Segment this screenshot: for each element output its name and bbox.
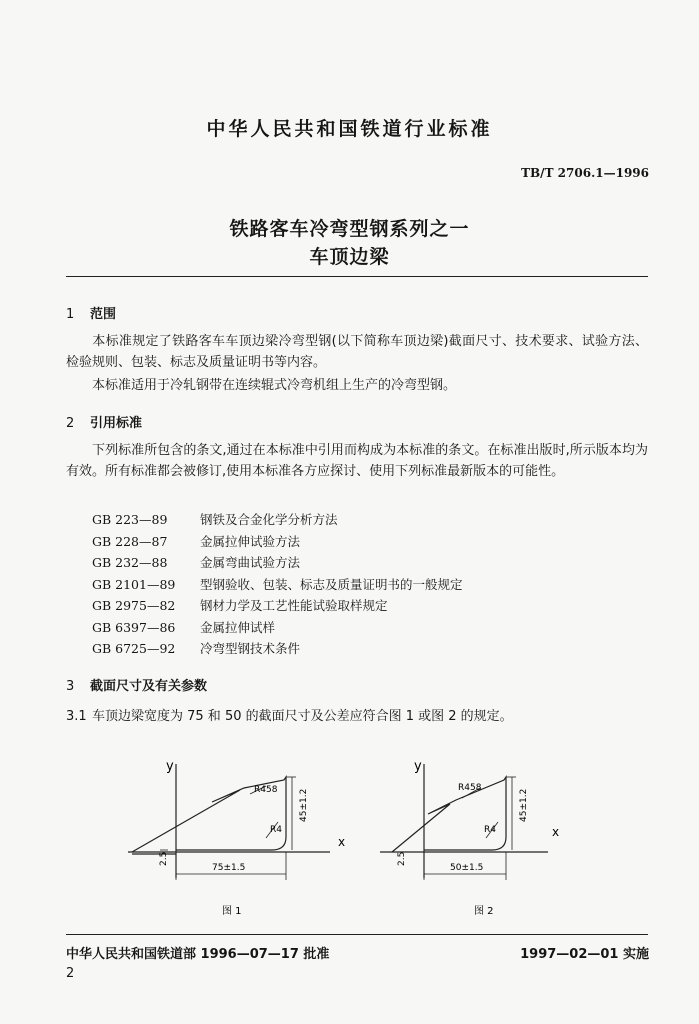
section-number: 2 [66, 416, 75, 431]
implementation-date: 1997—02—01 实施 [520, 947, 649, 962]
reference-code: GB 6725—92 [92, 641, 176, 656]
reference-code: GB 232—88 [92, 555, 168, 570]
thickness-dimension-label: 2.5 [159, 851, 169, 866]
section-title: 引用标准 [90, 416, 143, 431]
reference-code: GB 228—87 [92, 533, 168, 549]
profile-outline [392, 777, 506, 852]
clause-text: 车顶边梁宽度为 75 和 50 的截面尺寸及公差应符合图 1 或图 2 的规定。 [92, 709, 513, 724]
reference-item [92, 574, 463, 596]
reference-name: 金属弯曲试验方法 [200, 555, 301, 570]
section-2-heading [66, 412, 142, 431]
section-title: 范围 [90, 307, 117, 322]
reference-name: 金属拉伸试样 [200, 619, 276, 635]
document-title-line1: 铁路客车冷弯型钢系列之一 [229, 218, 470, 240]
section-3-heading [66, 675, 207, 694]
reference-item [92, 617, 463, 639]
width-dimension-label: 50±1.5 [450, 863, 484, 873]
reference-item [92, 552, 463, 574]
reference-code: GB 6397—86 [92, 619, 176, 635]
issuing-body-title: 中华人民共和国铁道行业标准 [206, 118, 493, 140]
normative-references-list [92, 509, 463, 660]
figure-2-cross-section [372, 752, 592, 922]
footer-divider [66, 934, 648, 935]
thickness-dimension-label: 2.5 [397, 851, 407, 866]
standard-number: TB/T 2706.1—1996 [521, 166, 649, 180]
figure-2-caption: 图 2 [474, 906, 494, 917]
reference-name: 冷弯型钢技术条件 [200, 641, 301, 656]
paragraph-text: 本标准规定了铁路客车车顶边梁冷弯型钢(以下简称车顶边梁)截面尺寸、技术要求、试验方法、检验规则、包装、标志及质量证明书等内容。 [66, 334, 648, 370]
small-radius-label: R4 [484, 825, 496, 835]
height-dimension-label: 45±1.2 [299, 788, 309, 822]
reference-code: GB 2101—89 [92, 576, 176, 592]
reference-item [92, 595, 463, 617]
clause-number: 3.1 [66, 709, 87, 724]
width-dimension-label: 75±1.5 [212, 863, 246, 873]
document-title-line2: 车顶边梁 [309, 246, 390, 268]
figure-1-cross-section [120, 752, 360, 922]
reference-item [92, 509, 463, 531]
section-number: 1 [66, 307, 75, 322]
x-axis-label: x [338, 835, 346, 849]
clause-3-1 [66, 705, 513, 724]
page-number: 2 [66, 966, 75, 981]
section-number: 3 [66, 679, 75, 694]
y-axis-label: y [166, 759, 174, 774]
small-radius-label: R4 [270, 825, 282, 835]
reference-item [92, 638, 463, 660]
title-divider [66, 276, 648, 277]
section-1-paragraph-1 [66, 331, 648, 373]
section-title: 截面尺寸及有关参数 [90, 679, 208, 694]
height-dimension-label: 45±1.2 [519, 788, 529, 822]
section-1-heading [66, 303, 116, 322]
large-radius-label: R458 [254, 785, 278, 795]
reference-name: 型钢验收、包装、标志及质量证明书的一般规定 [200, 576, 463, 592]
paragraph-text: 本标准适用于冷轧钢带在连续辊式冷弯机组上生产的冷弯型钢。 [92, 378, 457, 393]
reference-name: 金属拉伸试验方法 [200, 533, 301, 549]
figure-1-caption: 图 1 [222, 906, 242, 917]
reference-name: 钢材力学及工艺性能试验取样规定 [200, 598, 388, 613]
reference-code: GB 2975—82 [92, 598, 176, 613]
section-1-paragraph-2 [66, 375, 648, 396]
approval-line: 中华人民共和国铁道部 1996—07—17 批准 [66, 947, 330, 962]
paragraph-text: 下列标准所包含的条文,通过在本标准中引用而构成为本标准的条文。在标准出版时,所示版本均为有效。所有标准都会被修订,使用本标准各方应探讨、使用下列标准最新版本的可能性。 [66, 443, 648, 479]
y-axis-label: y [414, 759, 422, 774]
reference-name: 钢铁及合金化学分析方法 [200, 512, 338, 527]
reference-code: GB 223—89 [92, 512, 168, 527]
x-axis-label: x [552, 825, 560, 839]
section-2-paragraph [66, 440, 648, 482]
large-radius-label: R458 [458, 783, 482, 793]
reference-item [92, 531, 463, 553]
